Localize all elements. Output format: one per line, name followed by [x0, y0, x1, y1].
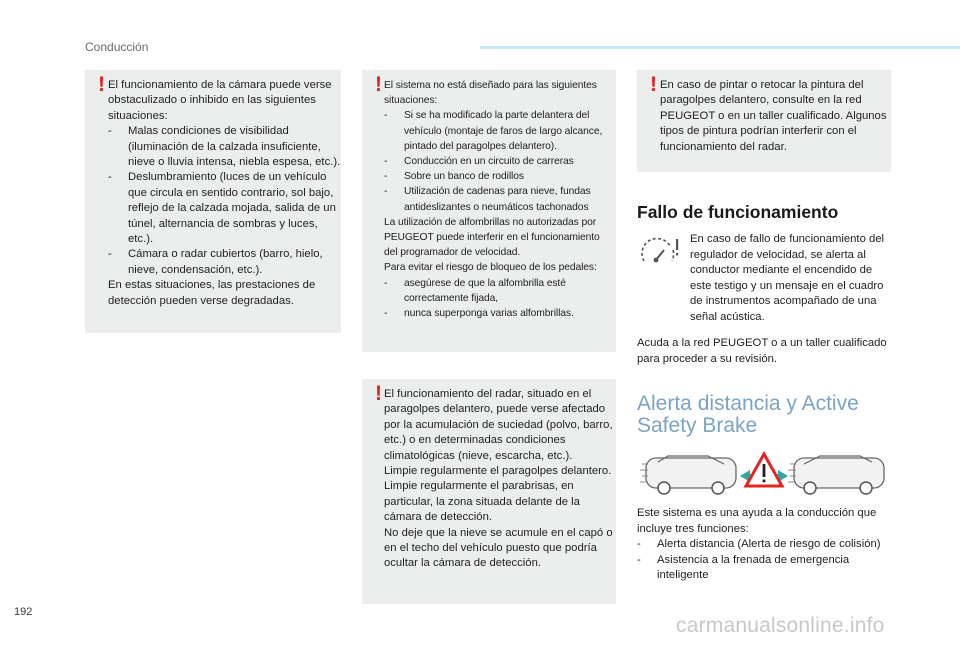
list-item: - Cámara o radar cubiertos (barro, hielo, nieve, condensación, etc.).	[108, 248, 323, 276]
list-item: - Malas condiciones de visibilidad (iluminación de la calzada insuficiente, nieve o lluvia intensa, niebla espesa, etc.).	[108, 125, 341, 169]
pedal-block-text: Para evitar el riesgo de bloqueo de los pedales:	[384, 262, 597, 274]
list-item: - Utilización de cadenas para nieve, fundas antideslizantes o neumáticos tachonados	[384, 186, 591, 213]
list-item: - Si se ha modificado la parte delantera del vehículo (montaje de faros de largo alcance, pintado del paragolpes delantero).	[384, 110, 603, 152]
radar-warning-p2: Limpie regularmente el paragolpes delantero.	[384, 465, 612, 478]
cars-distance-illustration	[638, 450, 890, 498]
car-front-right-icon	[788, 456, 884, 494]
paint-warning-box	[637, 70, 891, 172]
system-warning-text	[384, 78, 614, 321]
list-item: - Alerta distancia (Alerta de riesgo de colisión)	[637, 538, 881, 551]
alert-section-heading	[637, 393, 897, 437]
watermark: carmanualsonline.info	[676, 614, 885, 637]
car-rear-left-icon	[640, 456, 736, 494]
paint-warning-text: En caso de pintar o retocar la pintura del paragolpes delantero, consulte en la red PEUGEOT o en un taller cualificado. Algunos tipos de pintura podrían interferir con el funcionamiento del radar.	[660, 79, 887, 153]
page-number: 192	[14, 606, 33, 618]
camera-warning-text	[108, 78, 341, 309]
warning-triangle-icon	[746, 454, 782, 486]
warning-exclamation-icon: !	[375, 382, 382, 405]
radar-warning-box	[362, 379, 616, 604]
radar-warning-p4: No deje que la nieve se acumule en el capó o en el techo del vehículo puesto que podría ocultar la cámara de detección.	[384, 526, 613, 570]
mats-warning-text: La utilización de alfombrillas no autorizadas por PEUGEOT puede interferir en el funcionamiento del programador de velocidad.	[384, 216, 600, 259]
list-item: - Deslumbramiento (luces de un vehículo que circula en sentido contrario, sol bajo, reflejo de la calzada mojada, salida de un túnel, alternancia de sombras y luces, etc.).	[108, 171, 336, 246]
malfunction-after-text: Acuda a la red PEUGEOT o a un taller cualificado para proceder a su revisión.	[637, 337, 887, 365]
malfunction-heading: Fallo de funcionamiento	[637, 202, 839, 222]
camera-warning-intro: El funcionamiento de la cámara puede verse obstaculizado o inhibido en las siguientes situaciones:	[108, 79, 332, 122]
list-item: - nunca superponga varias alfombrillas.	[384, 308, 574, 320]
list-item: - Asistencia a la frenada de emergencia inteligente	[637, 553, 850, 582]
malfunction-text: En caso de fallo de funcionamiento del regulador de velocidad, se alerta al conductor mediante el encendido de este testigo y un mensaje en el cuadro de instrumentos acompañado de una señal acústica.	[690, 233, 885, 323]
alert-intro	[637, 506, 893, 584]
camera-warning-outro: En estas situaciones, las prestaciones de detección pueden verse degradadas.	[108, 279, 316, 307]
camera-warning-box	[85, 70, 341, 333]
list-item: - Sobre un banco de rodillos	[384, 171, 524, 183]
header-bar	[480, 46, 960, 49]
warning-exclamation-icon: !	[650, 73, 657, 96]
list-item: - Conducción en un circuito de carreras	[384, 156, 574, 168]
radar-warning-p3: Limpie regularmente el parabrisas, en particular, la zona situada delante de la cámara de detección.	[384, 480, 580, 524]
radar-warning-p1: El funcionamiento del radar, situado en el paragolpes delantero, puede verse afectado por la acumulación de suciedad (polvo, barro, etc.) o en determinadas condiciones climatológicas (nieve, escarcha, etc.).	[384, 388, 613, 462]
alert-heading-line2: Safety Brake	[637, 414, 758, 437]
list-item: - asegúrese de que la alfombrilla esté correctamente fijada,	[384, 277, 566, 304]
radar-warning-text	[384, 387, 616, 572]
warning-exclamation-icon: !	[375, 73, 382, 96]
alert-intro-text: Este sistema es una ayuda a la conducción que incluye tres funciones:	[637, 507, 877, 535]
system-warning-box	[362, 70, 616, 352]
warning-exclamation-icon: !	[98, 73, 105, 96]
system-warning-intro: El sistema no está diseñado para las siguientes situaciones:	[384, 80, 597, 107]
section-title: Conducción	[85, 40, 149, 54]
speedometer-warning-icon	[640, 233, 682, 267]
alert-heading-line1: Alerta distancia y Active	[637, 392, 859, 415]
